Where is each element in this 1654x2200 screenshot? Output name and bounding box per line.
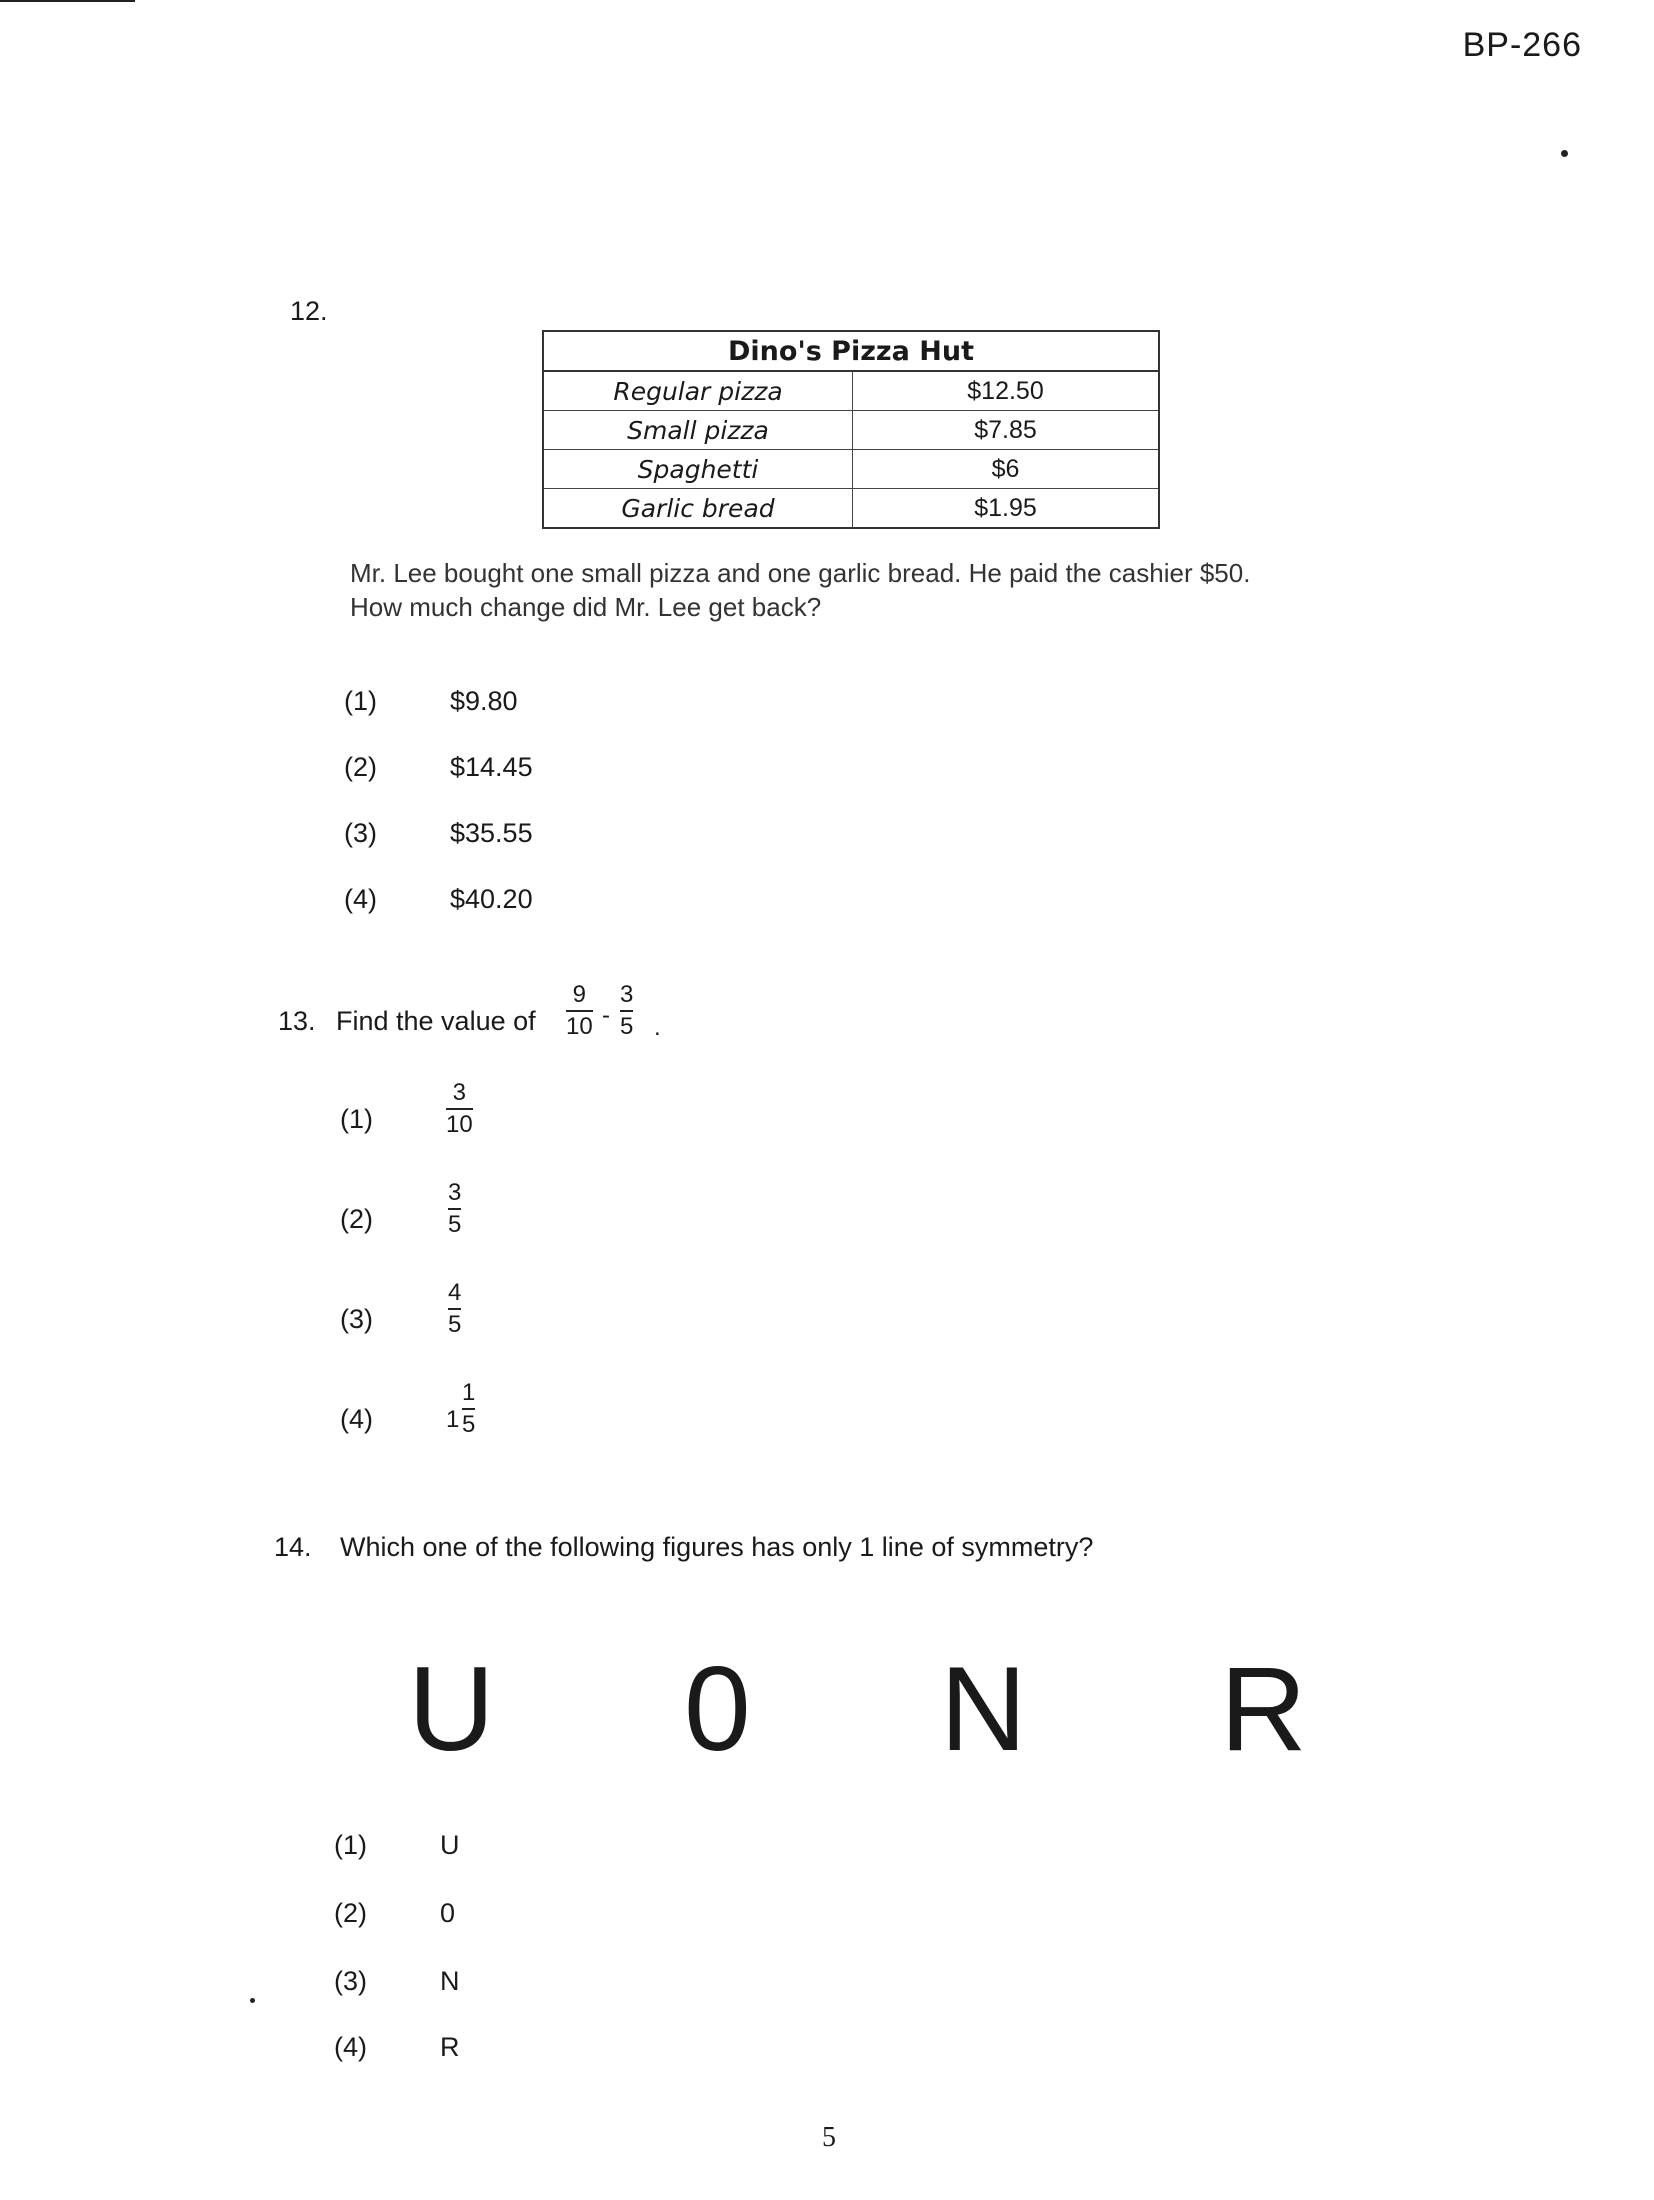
figure-digit-zero: 0	[684, 1642, 751, 1776]
figure-letter-r: R	[1220, 1642, 1307, 1776]
option-value: $35.55	[450, 818, 533, 848]
document-code: BP-266	[1462, 26, 1582, 64]
fraction-nine-tenths	[566, 982, 593, 1040]
option-value: U	[440, 1830, 460, 1860]
option-value: R	[440, 2032, 460, 2062]
table-cell-price: $6	[853, 450, 1160, 489]
option-label: (1)	[340, 1104, 373, 1134]
option-label: (2)	[340, 1204, 373, 1234]
option-label: (4)	[334, 2032, 367, 2062]
table-row	[543, 489, 1159, 529]
option-fraction	[462, 1380, 475, 1438]
option-label: (1)	[344, 686, 377, 716]
option-fraction	[446, 1080, 473, 1138]
fraction-denominator: 10	[446, 1111, 473, 1138]
fraction-bar	[446, 1108, 473, 1110]
scan-speck	[1561, 150, 1568, 157]
option-label: (4)	[340, 1404, 373, 1434]
fraction-denominator: 10	[566, 1013, 593, 1040]
scan-speck	[250, 1998, 255, 2003]
mixed-number-whole: 1	[446, 1406, 460, 1433]
fraction-bar	[448, 1308, 461, 1310]
figure-letter-u: U	[408, 1642, 495, 1776]
option-value: 0	[440, 1898, 456, 1928]
fraction-numerator: 3	[448, 1179, 462, 1206]
table-cell-item: Regular pizza	[543, 371, 853, 411]
fraction-bar	[566, 1010, 593, 1012]
fraction-denominator: 5	[448, 1311, 462, 1338]
fraction-numerator: 9	[572, 981, 587, 1008]
question-12-text	[350, 556, 1250, 624]
fraction-denominator: 5	[620, 1013, 634, 1040]
table-row	[543, 450, 1159, 489]
question-13-prompt: Find the value of	[336, 1006, 536, 1036]
table-cell-item: Small pizza	[543, 411, 853, 450]
option-value: $14.45	[450, 752, 533, 782]
fraction-bar	[620, 1010, 633, 1012]
question-14-number: 14.	[274, 1532, 312, 1562]
option-label: (3)	[340, 1304, 373, 1334]
table-cell-item: Garlic bread	[543, 489, 853, 529]
option-label: (3)	[344, 818, 377, 848]
option-value: $40.20	[450, 884, 533, 914]
figure-letter-n: N	[940, 1642, 1027, 1776]
question-12-number: 12.	[290, 296, 328, 326]
option-label: (3)	[334, 1966, 367, 1996]
question-12-text-line: How much change did Mr. Lee get back?	[350, 592, 822, 622]
option-value: N	[440, 1966, 460, 1996]
fraction-numerator: 3	[452, 1079, 467, 1106]
question-13-number: 13.	[278, 1006, 316, 1036]
table-row	[543, 371, 1159, 411]
table-cell-price: $1.95	[853, 489, 1160, 529]
fraction-denominator: 5	[462, 1411, 476, 1438]
option-fraction	[448, 1280, 461, 1338]
period: .	[654, 1014, 661, 1041]
option-label: (4)	[344, 884, 377, 914]
fraction-three-fifths	[620, 982, 633, 1040]
price-table-title: Dino's Pizza Hut	[543, 331, 1159, 371]
option-label: (2)	[334, 1898, 367, 1928]
fraction-denominator: 5	[448, 1211, 462, 1238]
option-label: (2)	[344, 752, 377, 782]
minus-sign: -	[602, 1002, 610, 1029]
option-fraction	[448, 1180, 461, 1238]
table-row	[543, 411, 1159, 450]
fraction-numerator: 4	[448, 1279, 462, 1306]
scan-line	[0, 0, 135, 2]
fraction-bar	[462, 1408, 475, 1410]
question-12-text-line: Mr. Lee bought one small pizza and one garlic bread. He paid the cashier $50.	[350, 558, 1251, 588]
page-number: 5	[822, 2122, 836, 2153]
option-value: $9.80	[450, 686, 518, 716]
table-cell-price: $7.85	[853, 411, 1160, 450]
table-cell-price: $12.50	[853, 371, 1160, 411]
table-cell-item: Spaghetti	[543, 450, 853, 489]
fraction-numerator: 3	[620, 981, 634, 1008]
question-14-prompt: Which one of the following figures has only 1 line of symmetry?	[340, 1532, 1094, 1562]
price-table	[542, 330, 1160, 529]
fraction-bar	[448, 1208, 461, 1210]
option-label: (1)	[334, 1830, 367, 1860]
fraction-numerator: 1	[462, 1379, 476, 1406]
